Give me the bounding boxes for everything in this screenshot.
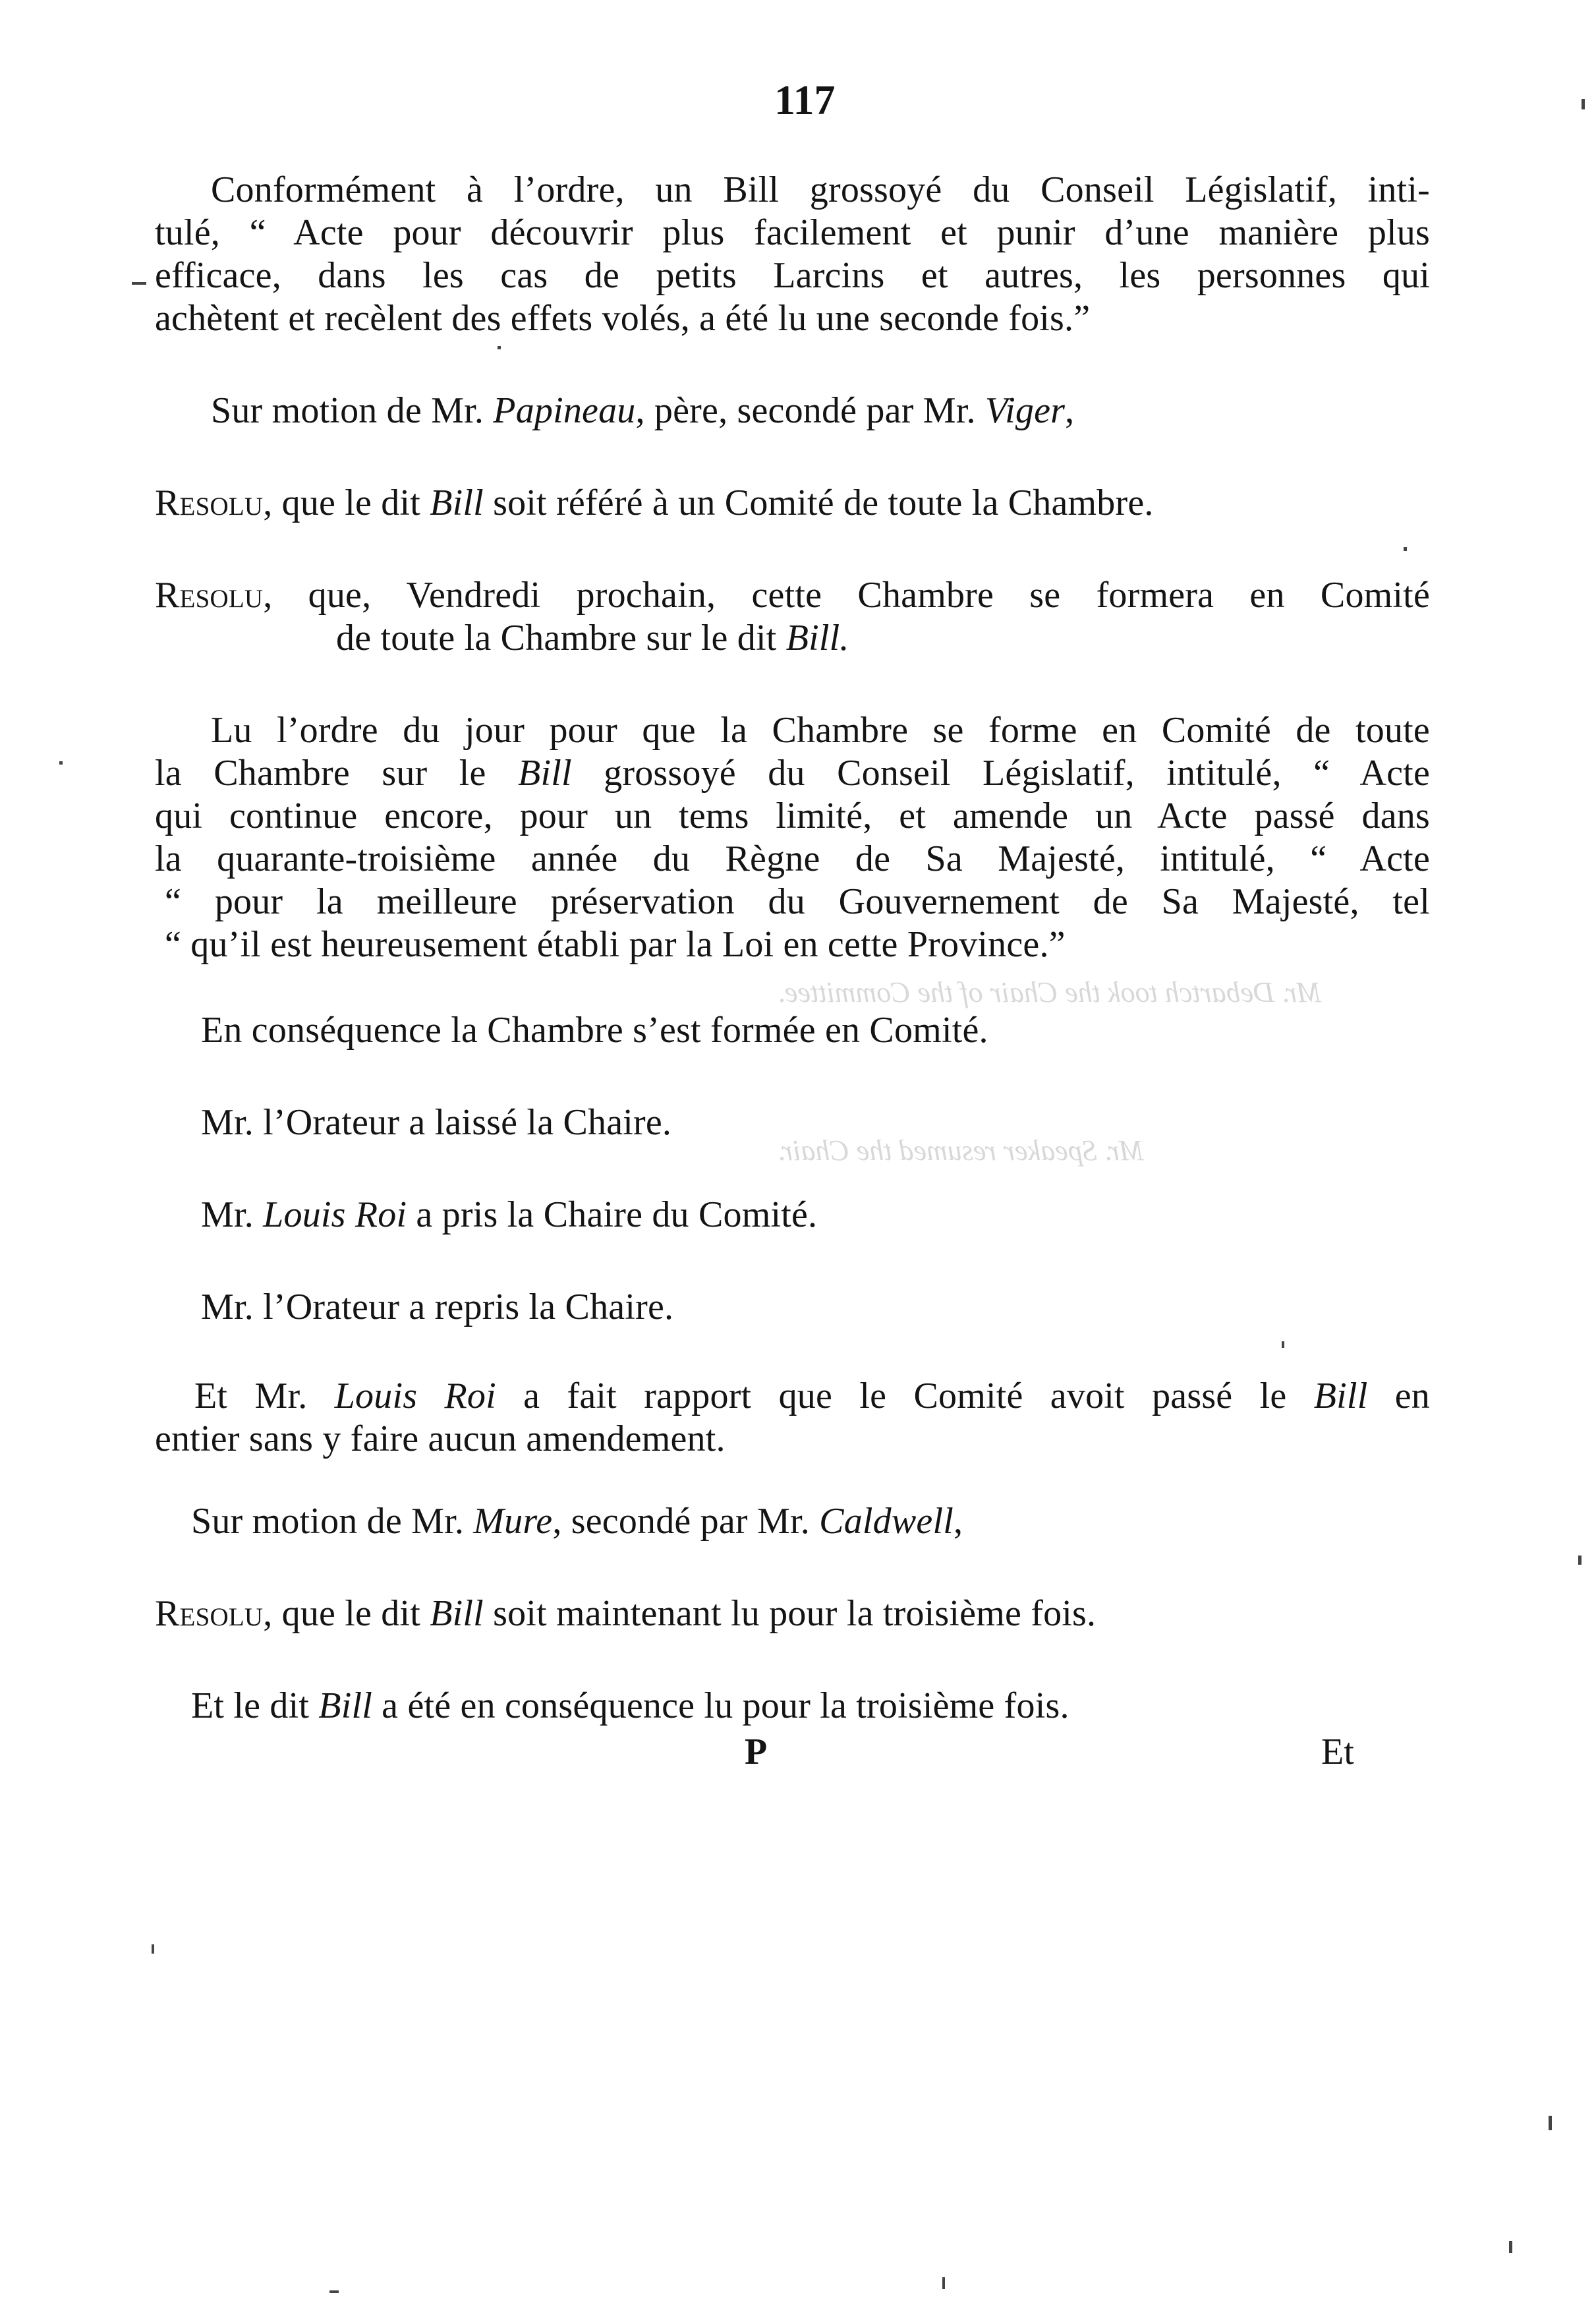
line-text: Et Mr. bbox=[194, 1376, 335, 1416]
line-text: Lu l’ordre du jour pour que la Chambre se forme en Comité de toute bbox=[211, 710, 1430, 751]
speck-mark bbox=[1509, 2241, 1512, 2253]
punctuation: , bbox=[953, 1501, 963, 1542]
resolution-text: soit référé à un Comité de toute la Chambre. bbox=[483, 482, 1154, 523]
line-text: efficace, dans les cas de petits Larcins et autres, les personnes qui bbox=[155, 255, 1430, 296]
member-name: Caldwell bbox=[819, 1501, 954, 1542]
resolu-label: Resolu bbox=[155, 1593, 264, 1634]
resolution-text: , que le dit bbox=[263, 482, 430, 523]
paragraph-speaker-left bbox=[201, 1101, 671, 1144]
bill-word: Bill bbox=[430, 482, 484, 523]
catchword-text: Et bbox=[1321, 1731, 1355, 1772]
line-text: “ pour la meilleure préservation du Gouvernement de Sa Majesté, tel bbox=[165, 881, 1430, 922]
line-text: Mr. bbox=[201, 1194, 264, 1235]
speck-mark bbox=[1582, 99, 1585, 109]
paragraph-motion-papineau bbox=[211, 389, 1074, 432]
line-text: En conséquence la Chambre s’est formée en Comité. bbox=[201, 1010, 988, 1051]
paragraph-third-reading-done bbox=[191, 1684, 1069, 1728]
motion-text: Sur motion de Mr. bbox=[191, 1501, 474, 1542]
line-text: tulé, “ Acte pour découvrir plus facilement et punir d’une manière plus bbox=[155, 212, 1430, 253]
motion-text: Sur motion de Mr. bbox=[211, 390, 494, 431]
paragraph-louis-roi-chair bbox=[201, 1193, 817, 1236]
resolution-text: soit maintenant lu pour la troisième fois. bbox=[483, 1593, 1097, 1634]
paragraph-committee-formed bbox=[201, 1008, 988, 1052]
line-text: la quarante-troisième année du Règne de Sa Majesté, intitulé, “ Acte bbox=[155, 838, 1430, 879]
text-line bbox=[155, 1417, 726, 1461]
member-name: Mure bbox=[473, 1501, 553, 1542]
line-text: a fait rapport que le Comité avoit passé le bbox=[496, 1376, 1314, 1416]
line-text: Mr. l’Orateur a repris la Chaire. bbox=[201, 1287, 674, 1327]
text-line bbox=[155, 751, 1430, 795]
speck-mark bbox=[329, 2290, 339, 2293]
line-text: achètent et recèlent des effets volés, a été lu une seconde fois.” bbox=[155, 298, 1091, 339]
signature-mark bbox=[745, 1730, 767, 1774]
member-name: Viger bbox=[984, 390, 1066, 431]
text-line bbox=[211, 709, 1430, 752]
speck-mark bbox=[1578, 1556, 1582, 1565]
paragraph-resolution-refer bbox=[155, 481, 1154, 525]
bill-word: Bill bbox=[1313, 1376, 1368, 1416]
text-line bbox=[336, 616, 849, 660]
line-text: la Chambre sur le bbox=[155, 753, 519, 794]
line-text: “ qu’il est heureusement établi par la Loi en cette Province.” bbox=[165, 924, 1066, 965]
resolution-text: , que le dit bbox=[263, 1593, 430, 1634]
line-text: Conformément à l’ordre, un Bill grossoyé du Conseil Législatif, inti- bbox=[211, 169, 1430, 210]
line-text: Mr. l’Orateur a laissé la Chaire. bbox=[201, 1102, 672, 1143]
text-line bbox=[155, 254, 1430, 297]
bill-word: Bill bbox=[318, 1685, 372, 1726]
line-text: grossoyé du Conseil Législatif, intitulé, “ Acte bbox=[571, 753, 1430, 794]
line-text: Et le dit bbox=[191, 1685, 319, 1726]
speck-mark bbox=[59, 761, 63, 765]
paragraph-resolution-third-reading bbox=[155, 1592, 1096, 1635]
speck-mark bbox=[498, 346, 501, 349]
signature-letter: P bbox=[745, 1731, 768, 1772]
resolu-label: Resolu bbox=[155, 482, 264, 523]
paragraph-speaker-resumed bbox=[201, 1285, 673, 1329]
catchword bbox=[1321, 1730, 1354, 1774]
motion-text: , père, secondé par Mr. bbox=[635, 390, 985, 431]
bleed-through-text: Mr. Debartch took the Chair of the Committee. bbox=[778, 976, 1321, 1008]
speck-mark bbox=[1282, 1341, 1284, 1348]
speck-mark bbox=[1404, 547, 1407, 551]
punctuation: , bbox=[1065, 390, 1075, 431]
line-text: en bbox=[1367, 1376, 1430, 1416]
paragraph-motion-mure bbox=[191, 1499, 963, 1543]
member-name: Louis Roi bbox=[334, 1376, 496, 1416]
line-text: qui continue encore, pour un tems limité, et amende un Acte passé dans bbox=[155, 796, 1430, 836]
motion-text: , secondé par Mr. bbox=[552, 1501, 820, 1542]
member-name: Papineau bbox=[493, 390, 636, 431]
line-text: de toute la Chambre sur le dit bbox=[336, 618, 786, 658]
text-line bbox=[155, 573, 1430, 617]
member-name: Louis Roi bbox=[263, 1194, 407, 1235]
speck-mark bbox=[132, 282, 146, 285]
bill-word: Bill bbox=[430, 1593, 484, 1634]
line-text: , que, Vendredi prochain, cette Chambre se formera en Comité bbox=[263, 575, 1430, 616]
page-number: 117 bbox=[774, 76, 836, 123]
bill-word: Bill bbox=[518, 753, 572, 794]
text-line bbox=[155, 211, 1430, 254]
text-line bbox=[165, 923, 1066, 966]
speck-mark bbox=[942, 2277, 945, 2289]
text-line bbox=[155, 794, 1430, 838]
resolu-label: Resolu bbox=[155, 575, 264, 616]
line-text: a été en conséquence lu pour la troisième fois. bbox=[372, 1685, 1069, 1726]
text-line bbox=[194, 1374, 1430, 1418]
text-line bbox=[211, 168, 1430, 212]
text-line bbox=[155, 837, 1430, 881]
bill-word: Bill. bbox=[785, 618, 849, 658]
bleed-through-text: Mr. Speaker resumed the Chair. bbox=[778, 1134, 1144, 1167]
text-line bbox=[155, 297, 1090, 340]
text-line bbox=[165, 880, 1430, 923]
speck-mark bbox=[1549, 2116, 1552, 2130]
speck-mark bbox=[152, 1944, 154, 1954]
line-text: entier sans y faire aucun amendement. bbox=[155, 1418, 726, 1459]
line-text: a pris la Chaire du Comité. bbox=[407, 1194, 818, 1235]
